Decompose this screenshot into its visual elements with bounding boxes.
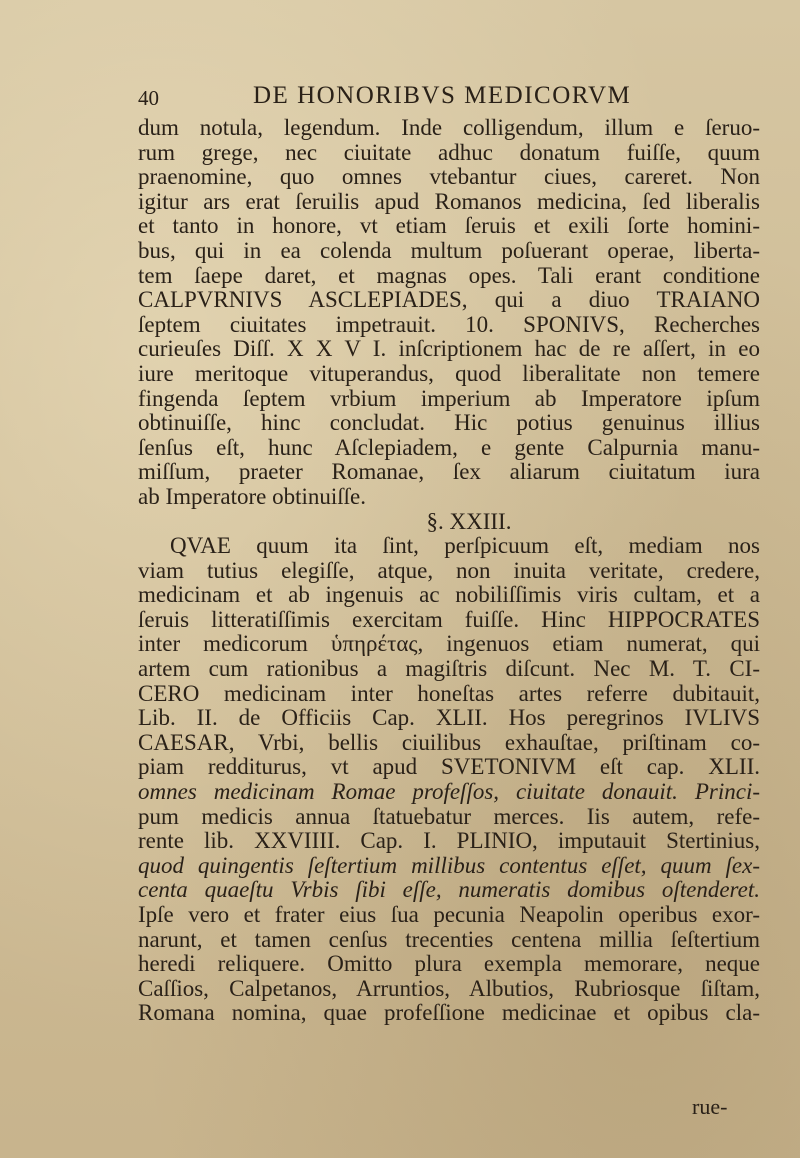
text-line: CAESAR, Vrbi, bellis ciuilibus exhauſtae, priſtinam co- (138, 729, 760, 755)
section-heading: §. XXIII. (426, 508, 512, 534)
text-line: inter medicorum ὑπηρέτας, ingenuos etiam numerat, qui (138, 631, 760, 657)
running-title: DE HONORIBVS MEDICORVM (253, 82, 632, 109)
text-line: QVAE quum ita ſint, perſpicuum eſt, mediam nos (170, 533, 760, 559)
text-line: ſeptem ciuitates impetrauit. 10. SPONIVS, Recherches (138, 311, 760, 337)
text-line: fingenda ſeptem vrbium imperium ab Imperatore ipſum (138, 385, 760, 411)
text-line: centa quaeſtu Vrbis ſibi eſſe, numeratis domibus oſtenderet. (138, 877, 760, 903)
text-line: pum medicis annua ſtatuebatur merces. Iis autem, refe- (138, 803, 760, 829)
text-line: piam redditurus, vt apud SVETONIVM eſt cap. XLII. (138, 754, 760, 780)
text-line: rente lib. XXVIIII. Cap. I. PLINIO, imputauit Stertinius, (138, 828, 760, 854)
text-line: obtinuiſſe, hinc concludat. Hic potius genuinus illius (138, 410, 760, 436)
text-line: et tanto in honore, vt etiam ſeruis et exili ſorte homini- (138, 213, 760, 239)
text-line: viam tutius elegiſſe, atque, non inuita veritate, credere, (138, 557, 760, 583)
text-line: praenomine, quo omnes vtebantur ciues, careret. Non (138, 164, 760, 190)
text-line: quod quingentis ſeſtertium millibus contentus eſſet, quum ſex- (138, 852, 760, 878)
text-line: CALPVRNIVS ASCLEPIADES, qui a diuo TRAIANO (138, 287, 760, 313)
text-line: Romana nomina, quae profeſſione medicinae et opibus cla- (138, 1000, 760, 1026)
text-line: CERO medicinam inter honeſtas artes referre dubitauit, (138, 680, 760, 706)
text-line: Lib. II. de Officiis Cap. XLII. Hos peregrinos IVLIVS (138, 705, 760, 731)
page-header (138, 78, 778, 114)
text-line: tem ſaepe daret, et magnas opes. Tali erant conditione (138, 262, 760, 288)
text-line: rum grege, nec ciuitate adhuc donatum fuiſſe, quum (138, 139, 760, 165)
text-line: ab Imperatore obtinuiſſe. (138, 483, 367, 509)
text-line: medicinam et ab ingenuis ac nobiliſſimis viris cultam, et a (138, 582, 760, 608)
text-line: bus, qui in ea colenda multum poſuerant operae, liberta- (138, 237, 760, 263)
text-line: Ipſe vero et frater eius ſua pecunia Neapolin operibus exor- (138, 902, 760, 927)
text-line: heredi reliquere. Omitto plura exempla memorare, neque (138, 951, 760, 977)
text-line: narunt, et tamen cenſus trecenties centena millia ſeſtertium (138, 926, 760, 952)
text-line: ſeruis litteratiſſimis exercitam fuiſſe. Hinc HIPPOCRATES (138, 606, 760, 632)
catchword: rue- (692, 1094, 728, 1119)
text-line: omnes medicinam Romae profeſſos, ciuitate donauit. Princi- (138, 779, 760, 805)
text-line: miſſum, praeter Romanae, ſex aliarum ciuitatum iura (138, 459, 760, 485)
page-number: 40 (138, 86, 159, 110)
body-text (138, 116, 760, 1026)
text-line: iure meritoque vituperandus, quod liberalitate non temere (138, 360, 760, 386)
text-line: dum notula, legendum. Inde colligendum, illum e ſeruo- (138, 115, 760, 140)
text-line: artem cum rationibus a magiſtris diſcunt. Nec M. T. CI- (138, 656, 760, 682)
text-line: curieuſes Diſſ. X X V I. inſcriptionem hac de re aſſert, in eo (138, 336, 760, 362)
text-line: Caſſios, Calpetanos, Arruntios, Albutios, Rubriosque ſiſtam, (138, 975, 760, 1001)
text-line: igitur ars erat ſeruilis apud Romanos medicina, ſed liberalis (138, 188, 760, 214)
text-line: ſenſus eſt, hunc Aſclepiadem, e gente Calpurnia manu- (138, 434, 760, 460)
